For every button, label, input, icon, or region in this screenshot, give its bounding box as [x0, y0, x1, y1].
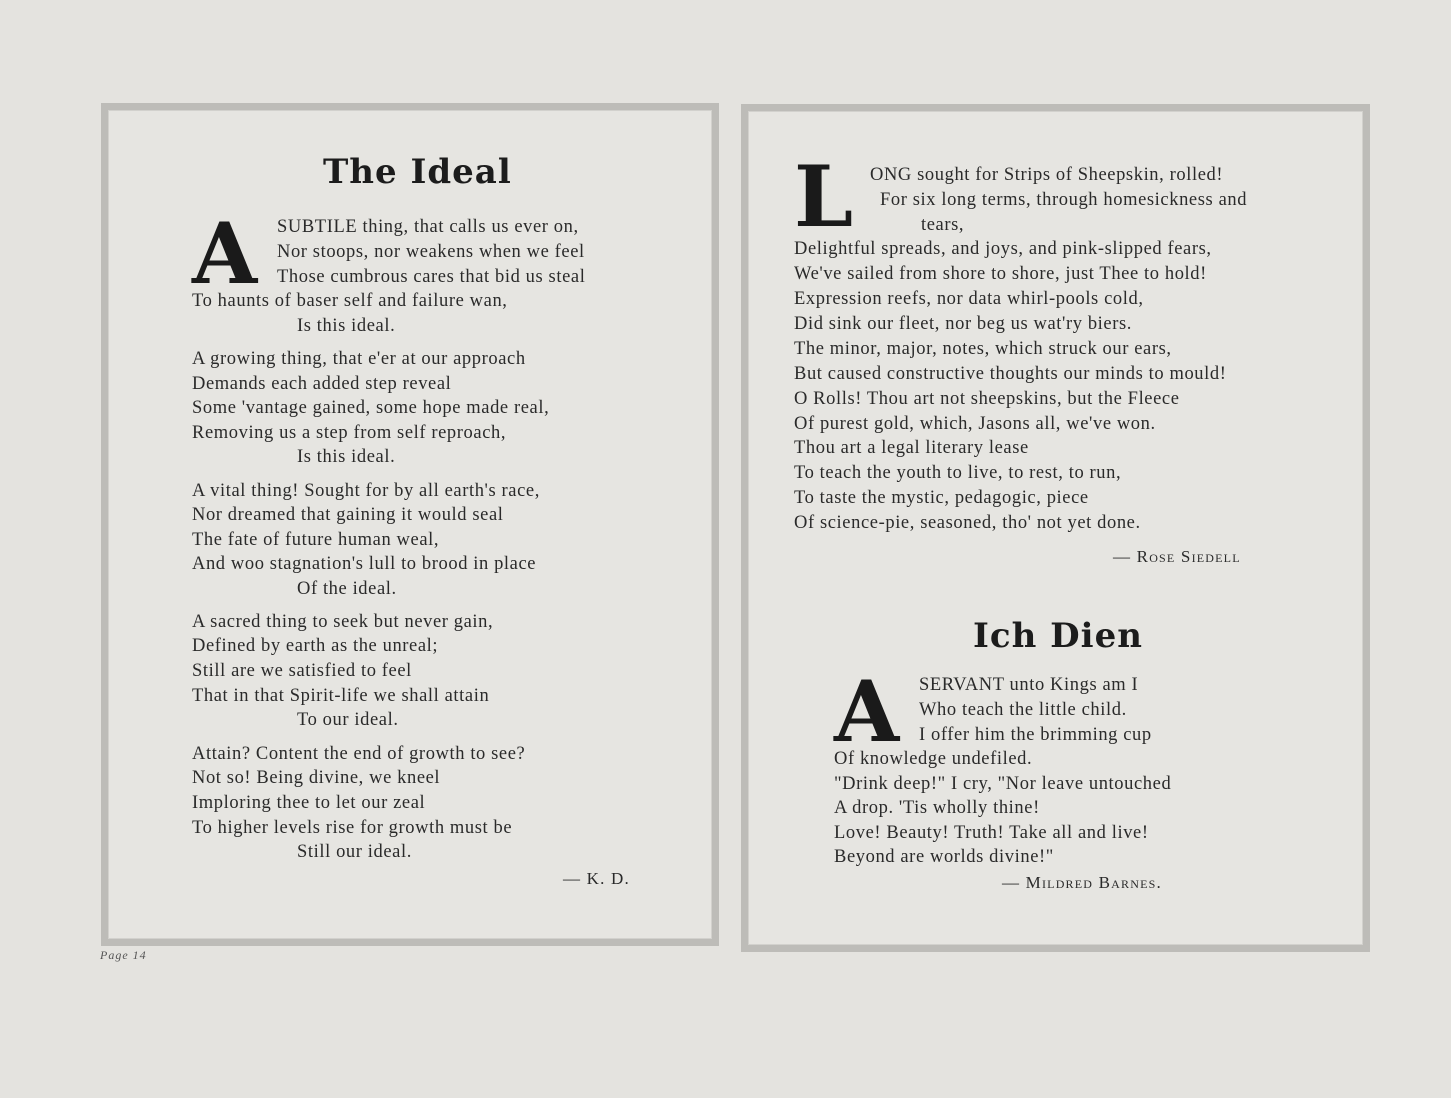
- poem-line: Removing us a step from self reproach,: [192, 423, 507, 443]
- poem-line: Is this ideal.: [297, 316, 396, 336]
- poem-line: And woo stagnation's lull to brood in place: [192, 554, 537, 574]
- poem-line: That in that Spirit-life we shall attain: [192, 686, 490, 706]
- poem-line: SUBTILE thing, that calls us ever on,: [277, 217, 579, 237]
- poem-line: Of science-pie, seasoned, tho' not yet done.: [794, 513, 1141, 533]
- poem-line: Delightful spreads, and joys, and pink-slipped fears,: [794, 239, 1212, 259]
- poem-line: Of knowledge undefiled.: [834, 749, 1033, 769]
- poem-line: Not so! Being divine, we kneel: [192, 768, 441, 788]
- poem-line: To haunts of baser self and failure wan,: [192, 291, 508, 311]
- poem-line: To teach the youth to live, to rest, to run,: [794, 463, 1122, 483]
- page-number: Page 14: [100, 948, 147, 962]
- poem-line: To taste the mystic, pedagogic, piece: [794, 488, 1089, 508]
- poem-line: Some 'vantage gained, some hope made real,: [192, 398, 550, 418]
- poem-line: Did sink our fleet, nor beg us wat'ry biers.: [794, 314, 1132, 334]
- poem-line: A sacred thing to seek but never gain,: [192, 612, 494, 632]
- poem-attribution: — Mildred Barnes.: [1002, 873, 1162, 892]
- poem-line: Of the ideal.: [297, 579, 397, 599]
- poem-line: Still are we satisfied to feel: [192, 661, 412, 681]
- poem-dropcap: A: [834, 662, 900, 761]
- poem-line: But caused constructive thoughts our minds to mould!: [794, 364, 1227, 384]
- poem-line: Defined by earth as the unreal;: [192, 636, 439, 656]
- poem-line: A vital thing! Sought for by all earth's race,: [192, 481, 540, 501]
- poem-line: A drop. 'Tis wholly thine!: [834, 798, 1040, 818]
- poem-line: To higher levels rise for growth must be: [192, 818, 513, 838]
- poem-line: Those cumbrous cares that bid us steal: [277, 267, 586, 287]
- poem-line: I offer him the brimming cup: [919, 725, 1152, 745]
- poem-line: O Rolls! Thou art not sheepskins, but the Fleece: [794, 389, 1180, 409]
- poem-line: We've sailed from shore to shore, just Thee to hold!: [794, 264, 1207, 284]
- poem-line: tears,: [921, 215, 965, 235]
- poem-attribution: — K. D.: [563, 869, 630, 888]
- poem-line: Beyond are worlds divine!": [834, 847, 1054, 867]
- poem-line: To our ideal.: [297, 710, 399, 730]
- poem-line: A growing thing, that e'er at our approach: [192, 349, 526, 369]
- poem-line: SERVANT unto Kings am I: [919, 675, 1139, 695]
- poem-line: Who teach the little child.: [919, 700, 1127, 720]
- poem-line: Imploring thee to let our zeal: [192, 793, 426, 813]
- poem-dropcap: L: [794, 147, 854, 246]
- poem-line: "Drink deep!" I cry, "Nor leave untouched: [834, 774, 1172, 794]
- poem-line: For six long terms, through homesickness and: [880, 190, 1248, 210]
- poem-title-ich-dien: Ich Dien: [973, 616, 1143, 656]
- poem-line: Expression reefs, nor data whirl-pools cold,: [794, 289, 1144, 309]
- poem-line: Demands each added step reveal: [192, 374, 452, 394]
- poem-line: Nor dreamed that gaining it would seal: [192, 505, 504, 525]
- poem-attribution: — Rose Siedell: [1113, 547, 1241, 566]
- poem-line: Of purest gold, which, Jasons all, we've won.: [794, 414, 1156, 434]
- poem-line: Thou art a legal literary lease: [794, 438, 1029, 458]
- poem-line: Attain? Content the end of growth to see?: [192, 744, 526, 764]
- poem-line: The fate of future human weal,: [192, 530, 440, 550]
- poem-line: Still our ideal.: [297, 842, 412, 862]
- poem-line: The minor, major, notes, which struck our ears,: [794, 339, 1172, 359]
- poem-line: ONG sought for Strips of Sheepskin, rolled!: [870, 165, 1224, 185]
- poem-line: Nor stoops, nor weakens when we feel: [277, 242, 585, 262]
- poem-dropcap: A: [192, 204, 258, 303]
- poem-line: Is this ideal.: [297, 447, 396, 467]
- poem-title-the-ideal: The Ideal: [323, 152, 512, 192]
- poem-line: Love! Beauty! Truth! Take all and live!: [834, 823, 1149, 843]
